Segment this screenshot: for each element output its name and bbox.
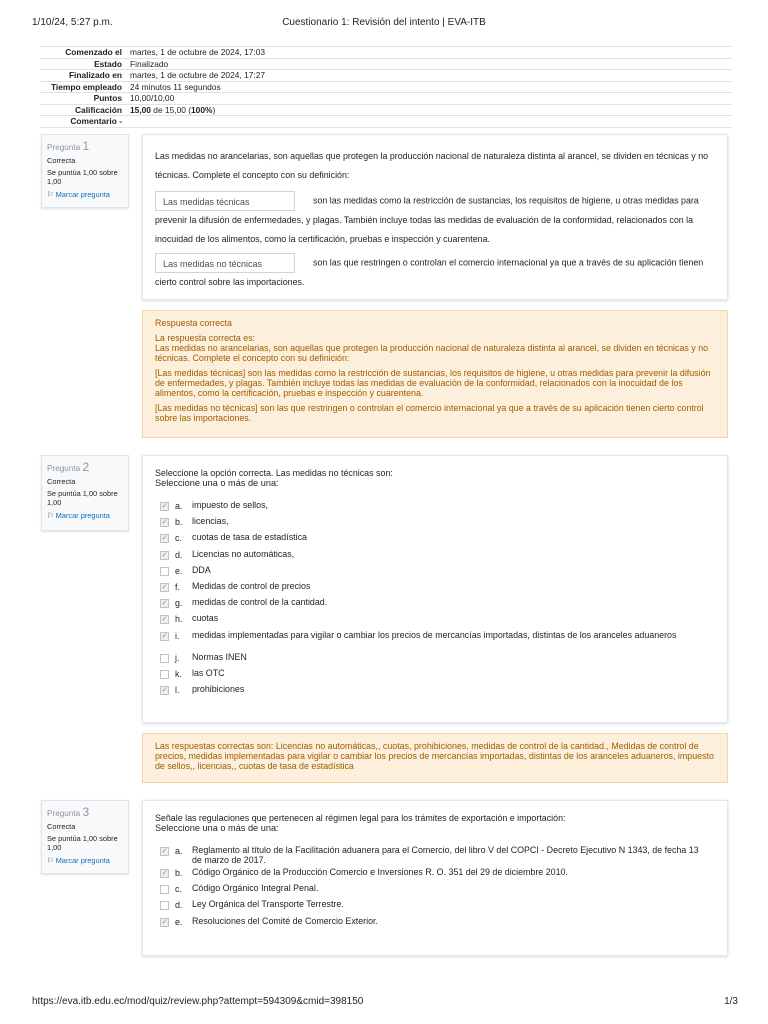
right-answer-label: La respuesta correcta es:: [155, 333, 256, 343]
question-number: [47, 460, 123, 474]
option-letter: e.: [175, 916, 183, 927]
question-text: son las que restringen o controlan el comercio internacional ya que a través de su aplicación tienen cierto control sobre las importaciones.: [155, 257, 704, 287]
checkbox-checked[interactable]: ✓: [161, 503, 168, 510]
checkbox-unchecked[interactable]: [160, 670, 169, 679]
option-letter: d.: [175, 900, 183, 911]
option-letter: a.: [175, 846, 183, 856]
option-text: Código Orgánico Integral Penal.: [192, 883, 319, 894]
answer-options: [155, 500, 715, 700]
checkbox-checked[interactable]: ✓: [161, 616, 168, 624]
summary-label: Comentario -: [40, 116, 126, 128]
page-url[interactable]: https://eva.itb.edu.ec/mod/quiz/review.php?attempt=594309&cmid=398150: [32, 996, 364, 1007]
answer-option[interactable]: [155, 899, 715, 915]
flag-icon: ⚐: [47, 856, 54, 865]
answer-option[interactable]: [155, 845, 715, 867]
checkbox-checked[interactable]: ✓: [161, 583, 168, 591]
option-text: medidas de control de la cantidad.: [192, 597, 328, 608]
flag-question-link[interactable]: [47, 511, 123, 520]
checkbox-checked[interactable]: ✓: [161, 600, 168, 608]
option-text: impuesto de sellos,: [192, 500, 268, 510]
option-text: DDA: [192, 564, 211, 575]
option-letter: a.: [175, 501, 183, 511]
summary-row: [40, 58, 732, 70]
answer-option[interactable]: [155, 549, 715, 565]
answer-option[interactable]: [155, 652, 715, 668]
option-text: cuotas: [192, 613, 219, 624]
grade-score: 15,00: [130, 104, 151, 115]
answer-option[interactable]: [155, 581, 715, 597]
summary-label: Comenzado el: [40, 47, 126, 59]
checkbox-checked[interactable]: ✓: [161, 535, 168, 543]
option-text: cuotas de tasa de estadística: [192, 532, 307, 543]
right-answer-text: [Las medidas técnicas] son las medidas como la restricción de sustancias, los requisitos de higiene, u otras medidas para prevenir la difusión de enfermedades, y plagas. También incluye todas las medidas de evaluación de la conformidad, relacionados con la inocuidad de los alimentos, como la certificación, pruebas e inspección y cuarentena.: [155, 368, 711, 398]
option-letter: d.: [175, 549, 183, 560]
flag-question-link[interactable]: [47, 856, 123, 865]
option-letter: i.: [175, 630, 180, 641]
right-answer-text: Las respuestas correctas son: Licencias no automáticas,, cuotas, prohibiciones, medidas de control de la cantidad., Medidas de control de precios, medidas implementadas para vigilar o cambiar los precios de mercancías importadas, distintas de los aranceles aduaneros, impuesto de sellos,, licencias,, cuotas de tasa de estadística: [155, 741, 714, 771]
grade-close: ): [212, 104, 216, 115]
flag-question-link[interactable]: [47, 190, 123, 199]
question-info-1: [41, 134, 129, 208]
question-paragraph: [155, 253, 715, 292]
attempt-summary-table: [40, 46, 732, 128]
print-header: [0, 17, 768, 31]
answer-option[interactable]: [155, 532, 715, 548]
question-number: [47, 805, 123, 819]
checkbox-checked[interactable]: ✓: [161, 870, 168, 877]
summary-row: [40, 104, 732, 116]
option-letter: e.: [175, 565, 183, 576]
summary-value: martes, 1 de octubre de 2024, 17:03: [126, 47, 732, 59]
question-grade: Se puntúa 1,00 sobre 1,00: [47, 834, 118, 852]
question-info-2: [41, 455, 129, 531]
option-letter: k.: [175, 668, 182, 679]
option-letter: g.: [175, 598, 183, 609]
summary-label: Calificación: [40, 104, 126, 116]
checkbox-unchecked[interactable]: [160, 901, 169, 910]
checkbox-checked[interactable]: ✓: [161, 519, 168, 527]
print-date: 1/10/24, 5:27 p.m.: [32, 17, 113, 28]
question-number-value: 3: [82, 805, 90, 819]
right-answer-text: Las medidas no arancelarias, son aquellas que protegen la producción nacional de naturaleza distinta al arancel, se dividen en técnicas y no técnicas. Complete el concepto con su definición:: [155, 343, 709, 363]
flag-icon: ⚐: [47, 511, 54, 520]
answer-options: [155, 845, 715, 932]
summary-row: [40, 81, 732, 93]
answer-option[interactable]: [155, 668, 715, 684]
answer-dropzone[interactable]: Las medidas no técnicas: [155, 253, 295, 273]
option-letter: b.: [175, 517, 183, 528]
flag-icon: ⚐: [47, 190, 54, 199]
question-text: Seleccione la opción correcta. Las medidas no técnicas son:: [155, 468, 393, 478]
checkbox-checked[interactable]: ✓: [161, 632, 168, 640]
option-letter: j.: [175, 652, 180, 663]
answer-option[interactable]: [155, 883, 715, 899]
flag-question-label: Marcar pregunta: [55, 190, 110, 199]
checkbox-checked[interactable]: ✓: [161, 918, 168, 926]
checkbox-checked[interactable]: ✓: [161, 686, 168, 694]
checkbox-unchecked[interactable]: [160, 654, 169, 663]
answer-prompt: Seleccione una o más de una:: [155, 823, 279, 833]
question-state: Correcta: [47, 156, 76, 165]
option-letter: h.: [175, 614, 183, 625]
option-text: Reglamento al título de la Facilitación aduanera para el Comercio, del libro V del COPCI - Decreto Ejecutivo N 1343, de fecha 13 de marzo de 2017.: [192, 845, 699, 865]
question-content-2: [142, 455, 728, 723]
option-text: Resoluciones del Comité de Comercio Exterior.: [192, 915, 378, 926]
summary-value: [126, 116, 732, 128]
summary-label: Tiempo empleado: [40, 81, 126, 93]
summary-label: Finalizado en: [40, 70, 126, 82]
question-info-3: [41, 800, 129, 874]
grade-percent: 100%: [191, 104, 213, 115]
answer-option[interactable]: [155, 867, 715, 883]
question-number-value: 2: [82, 460, 90, 474]
checkbox-checked[interactable]: ✓: [161, 551, 168, 559]
checkbox-unchecked[interactable]: [160, 567, 169, 576]
question-number-prefix: Pregunta: [47, 464, 83, 473]
question-feedback-2: [142, 733, 728, 783]
answer-option[interactable]: [155, 500, 715, 516]
checkbox-unchecked[interactable]: [160, 885, 169, 894]
question-content-3: [142, 800, 728, 956]
answer-option[interactable]: [155, 565, 715, 581]
answer-option[interactable]: [155, 630, 715, 652]
option-letter: c.: [175, 533, 182, 544]
question-state: Correcta: [47, 477, 76, 486]
flag-question-label: Marcar pregunta: [55, 511, 110, 520]
option-text: licencias,: [192, 516, 229, 527]
grade-of: de 15,00 (: [150, 104, 192, 115]
question-number-value: 1: [82, 139, 90, 153]
summary-value: [126, 104, 732, 116]
option-letter: l.: [175, 684, 180, 695]
summary-label: Estado: [40, 58, 126, 70]
answer-dropzone[interactable]: Las medidas técnicas: [155, 191, 295, 211]
answer-prompt: Seleccione una o más de una:: [155, 478, 279, 488]
option-text: prohibiciones: [192, 683, 245, 694]
option-letter: b.: [175, 868, 183, 878]
page-number: 1/3: [724, 996, 738, 1007]
question-state: Correcta: [47, 822, 76, 831]
option-text: Medidas de control de precios: [192, 580, 311, 591]
feedback-title: Respuesta correcta: [155, 318, 232, 328]
option-text: medidas implementadas para vigilar o cambiar los precios de mercancías importadas, distintas de los aranceles aduaneros: [192, 629, 677, 640]
summary-value: martes, 1 de octubre de 2024, 17:27: [126, 70, 732, 82]
summary-row: [40, 116, 732, 128]
checkbox-checked[interactable]: ✓: [161, 848, 168, 855]
summary-label: Puntos: [40, 93, 126, 105]
answer-option[interactable]: [155, 516, 715, 532]
question-grade: Se puntúa 1,00 sobre 1,00: [47, 489, 118, 507]
option-text: las OTC: [192, 667, 225, 678]
question-grade: Se puntúa 1,00 sobre 1,00: [47, 168, 118, 186]
summary-value: Finalizado: [126, 58, 732, 70]
option-text: Normas INEN: [192, 651, 247, 662]
answer-option[interactable]: [155, 916, 715, 932]
question-number: [47, 139, 123, 153]
question-content-1: [142, 134, 728, 300]
question-number-prefix: Pregunta: [47, 809, 83, 818]
question-number-prefix: Pregunta: [47, 143, 83, 152]
question-text: son las medidas como la restricción de sustancias, los requisitos de higiene, u otras medidas para prevenir la difusión de enfermedades, y plagas. También incluye todas las medidas de evaluación de la conformidad, relacionados con la inocuidad de los alimentos, como la certificación, pruebas e inspección y cuarentena.: [155, 195, 699, 244]
right-answer-text: [Las medidas no técnicas] son las que restringen o controlan el comercio internacional ya que a través de su aplicación tienen cierto control sobre las importaciones.: [155, 403, 704, 423]
summary-row: [40, 93, 732, 105]
summary-row: [40, 70, 732, 82]
summary-row: [40, 47, 732, 59]
question-text: Las medidas no arancelarias, son aquellas que protegen la producción nacional de naturaleza distinta al arancel, se dividen en técnicas y no técnicas. Complete el concepto con su definición:: [155, 151, 709, 180]
flag-question-label: Marcar pregunta: [55, 856, 110, 865]
option-text: Ley Orgánica del Transporte Terrestre.: [192, 899, 344, 910]
answer-option[interactable]: [155, 597, 715, 613]
answer-option[interactable]: [155, 613, 715, 629]
option-letter: c.: [175, 884, 182, 895]
question-text: Señale las regulaciones que pertenecen al régimen legal para los trámites de exportación e importación:: [155, 813, 566, 823]
summary-value: 24 minutos 11 segundos: [126, 81, 732, 93]
question-paragraph: [155, 191, 715, 249]
print-title: Cuestionario 1: Revisión del intento | EVA-ITB: [282, 17, 486, 28]
summary-value: 10,00/10,00: [126, 93, 732, 105]
option-text: Licencias no automáticas,: [192, 548, 295, 559]
option-letter: f.: [175, 581, 180, 592]
answer-option[interactable]: [155, 684, 715, 700]
question-feedback-1: [142, 310, 728, 438]
option-text: Código Orgánico de la Producción Comercio e Inversiones R. O. 351 del 29 de diciembre 2010.: [192, 867, 568, 877]
